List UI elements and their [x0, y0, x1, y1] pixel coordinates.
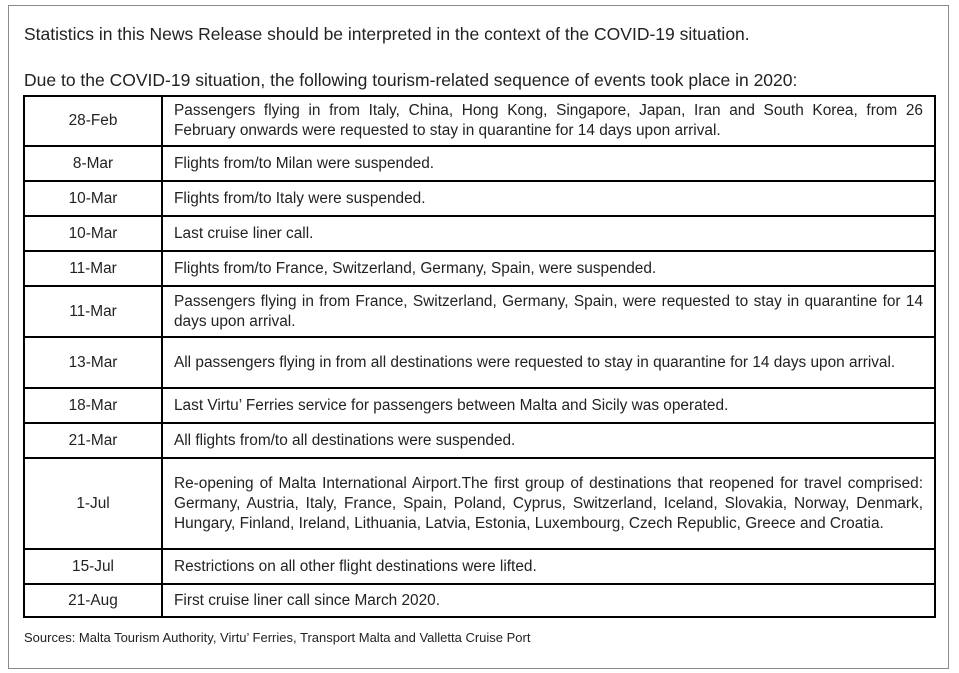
sources-note: Sources: Malta Tourism Authority, Virtu’ Ferries, Transport Malta and Valletta Cruise Port: [24, 630, 531, 645]
event-date: 11-Mar: [24, 286, 162, 337]
event-description: Last cruise liner call.: [162, 216, 935, 251]
event-date: 10-Mar: [24, 216, 162, 251]
event-description: Flights from/to Italy were suspended.: [162, 181, 935, 216]
table-row: [24, 423, 935, 458]
event-description: Flights from/to Milan were suspended.: [162, 146, 935, 181]
event-description: Re-opening of Malta International Airport.The first group of destinations that reopened for travel comprised: Germany, Austria, Italy, France, Spain, Poland, Cyprus, Switzerland, Iceland, Slovakia, Norway, Denmark, Hungary, Finland, Ireland, Lithuania, Latvia, Estonia, Luxembourg, Czech Republic, Greece and Croatia.: [162, 458, 935, 549]
events-table: [23, 95, 936, 618]
event-date: 13-Mar: [24, 337, 162, 388]
event-description: Passengers flying in from France, Switzerland, Germany, Spain, were requested to stay in quarantine for 14 days upon arrival.: [162, 286, 935, 337]
event-date: 11-Mar: [24, 251, 162, 286]
event-description: All passengers flying in from all destinations were requested to stay in quarantine for 14 days upon arrival.: [162, 337, 935, 388]
intro-table-caption: Due to the COVID-19 situation, the following tourism-related sequence of events took place in 2020:: [24, 70, 798, 90]
event-description: Flights from/to France, Switzerland, Germany, Spain, were suspended.: [162, 251, 935, 286]
table-row: [24, 251, 935, 286]
table-row: [24, 286, 935, 337]
event-date: 8-Mar: [24, 146, 162, 181]
event-date: 10-Mar: [24, 181, 162, 216]
event-description: Restrictions on all other flight destinations were lifted.: [162, 549, 935, 584]
table-row: [24, 146, 935, 181]
intro-statement: Statistics in this News Release should be interpreted in the context of the COVID-19 situation.: [24, 24, 750, 44]
event-description: All flights from/to all destinations were suspended.: [162, 423, 935, 458]
event-description: Passengers flying in from Italy, China, Hong Kong, Singapore, Japan, Iran and South Korea, from 26 February onwards were requested to stay in quarantine for 14 days upon arrival.: [162, 96, 935, 146]
table-row: [24, 458, 935, 549]
table-row: [24, 181, 935, 216]
event-description: Last Virtu’ Ferries service for passengers between Malta and Sicily was operated.: [162, 388, 935, 423]
event-date: 21-Aug: [24, 584, 162, 617]
event-date: 1-Jul: [24, 458, 162, 549]
table-row: [24, 584, 935, 617]
table-row: [24, 216, 935, 251]
event-date: 18-Mar: [24, 388, 162, 423]
table-row: [24, 388, 935, 423]
event-date: 15-Jul: [24, 549, 162, 584]
table-row: [24, 96, 935, 146]
event-date: 21-Mar: [24, 423, 162, 458]
event-date: 28-Feb: [24, 96, 162, 146]
event-description: First cruise liner call since March 2020.: [162, 584, 935, 617]
table-row: [24, 549, 935, 584]
table-row: [24, 337, 935, 388]
